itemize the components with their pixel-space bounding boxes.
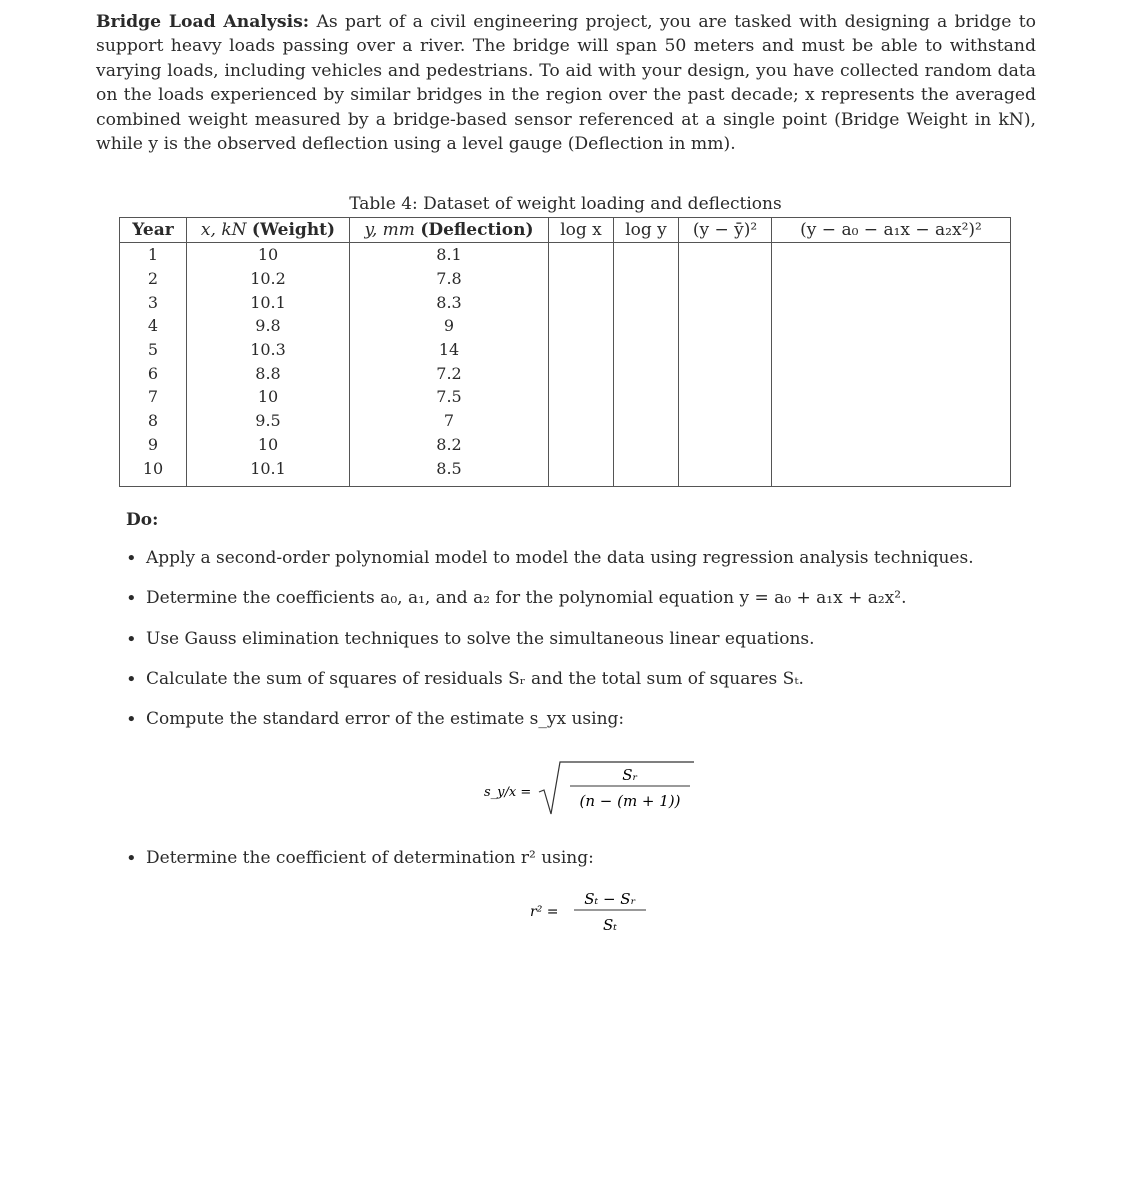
table-cell: 1 [120, 243, 187, 267]
table-cell [614, 338, 679, 362]
table-caption: Table 4: Dataset of weight loading and deflections [349, 194, 782, 214]
table-cell [614, 290, 679, 314]
table-cell [614, 243, 679, 267]
table-row [120, 314, 1011, 338]
table-cell: 10.1 [187, 456, 350, 486]
table-cell: 7 [120, 385, 187, 409]
table-row [120, 361, 1011, 385]
table-cell [549, 409, 614, 433]
table-cell [549, 361, 614, 385]
list-item: • Calculate the sum of squares of residuals Sᵣ and the total sum of squares Sₜ. [126, 669, 1026, 709]
table-cell [772, 456, 1011, 486]
table-cell: 7.8 [350, 267, 549, 291]
list-item: • Determine the coefficient of determination r² using: [126, 848, 594, 868]
table-cell: 7.5 [350, 385, 549, 409]
table-cell: 8.3 [350, 290, 549, 314]
table-cell [549, 267, 614, 291]
table-cell [679, 385, 772, 409]
table-cell [549, 314, 614, 338]
table-row [120, 385, 1011, 409]
table-cell [614, 314, 679, 338]
table-cell [614, 385, 679, 409]
table-cell: 9.8 [187, 314, 350, 338]
table-cell [772, 433, 1011, 457]
list-item: • Compute the standard error of the estimate s_yx using: [126, 709, 1026, 749]
table-header-row [120, 218, 1011, 243]
r2-numerator: Sₜ − Sᵣ [584, 890, 636, 908]
table-cell: 6 [120, 361, 187, 385]
table-cell: 10 [187, 385, 350, 409]
list-item: • Apply a second-order polynomial model to model the data using regression analysis techniques. [126, 548, 1026, 588]
table-cell: 14 [350, 338, 549, 362]
table-cell [549, 433, 614, 457]
table-cell [679, 267, 772, 291]
table-cell: 5 [120, 338, 187, 362]
table-cell [614, 433, 679, 457]
col-residual-sq: (y − a₀ − a₁x − a₂x²)² [772, 218, 1011, 243]
col-deflection: y, mm (Deflection) [350, 218, 549, 243]
syx-denominator: (n − (m + 1)) [579, 792, 681, 810]
table-cell [679, 314, 772, 338]
list-item: • Determine the coefficients a₀, a₁, and a₂ for the polynomial equation y = a₀ + a₁x + a₂x². [126, 588, 1026, 628]
table-cell: 10.2 [187, 267, 350, 291]
syx-lhs: s_y/x = [484, 785, 532, 800]
syx-numerator: Sᵣ [622, 766, 638, 784]
table-row [120, 338, 1011, 362]
dataset-table [119, 217, 1011, 487]
table-cell [772, 290, 1011, 314]
table-cell [679, 338, 772, 362]
problem-heading: Bridge Load Analysis: [96, 12, 310, 32]
table-row [120, 409, 1011, 433]
col-logx: log x [549, 218, 614, 243]
table-cell [679, 456, 772, 486]
table-cell: 9 [350, 314, 549, 338]
table-cell [549, 338, 614, 362]
table-cell [772, 267, 1011, 291]
list-item: • Use Gauss elimination techniques to solve the simultaneous linear equations. [126, 629, 1026, 669]
table-cell [772, 409, 1011, 433]
table-cell: 10.1 [187, 290, 350, 314]
table-row [120, 433, 1011, 457]
table-cell: 2 [120, 267, 187, 291]
table-cell [679, 361, 772, 385]
table-cell [772, 338, 1011, 362]
table-cell [549, 385, 614, 409]
table-cell [679, 243, 772, 267]
task-list [126, 548, 1026, 749]
r2-lhs: r² = [530, 904, 559, 920]
table-cell: 8.2 [350, 433, 549, 457]
table-cell: 3 [120, 290, 187, 314]
col-year: Year [120, 218, 187, 243]
table-cell [614, 267, 679, 291]
table-cell [549, 243, 614, 267]
table-row [120, 290, 1011, 314]
formula-standard-error [484, 760, 704, 834]
table-cell [549, 290, 614, 314]
r2-denominator: Sₜ [603, 916, 617, 934]
table-cell [549, 456, 614, 486]
table-cell [772, 314, 1011, 338]
col-weight: x, kN (Weight) [187, 218, 350, 243]
table-cell [614, 409, 679, 433]
table-cell [614, 361, 679, 385]
table-cell [614, 456, 679, 486]
table-row [120, 456, 1011, 486]
table-cell [772, 361, 1011, 385]
table-cell [679, 433, 772, 457]
formula-r-squared-graphic [530, 886, 670, 946]
problem-text: As part of a civil engineering project, you are tasked with designing a bridge to support heavy loads passing over a river. The bridge will span 50 meters and must be able to withstand varying loads, including vehicles and pedestrians. To aid with your design, you have collected random data on the loads experienced by similar bridges in the region over the past decade; x represents the averaged combined weight measured by a bridge-based sensor referenced at a single point (Bridge Weight in kN), while y is the observed deflection using a level gauge (Deflection in mm). [96, 12, 1036, 155]
table-cell: 10.3 [187, 338, 350, 362]
formula-r-squared [530, 886, 670, 950]
table-cell: 10 [120, 456, 187, 486]
do-heading: Do: [126, 510, 159, 530]
table-row [120, 267, 1011, 291]
table-cell: 7 [350, 409, 549, 433]
table-cell [772, 385, 1011, 409]
table-cell [679, 409, 772, 433]
table-cell: 9 [120, 433, 187, 457]
table-cell: 8.8 [187, 361, 350, 385]
table-cell: 7.2 [350, 361, 549, 385]
table-cell: 10 [187, 243, 350, 267]
col-y-dev-sq: (y − ȳ)² [679, 218, 772, 243]
table-cell [772, 243, 1011, 267]
table-cell [679, 290, 772, 314]
table-cell: 8.5 [350, 456, 549, 486]
problem-statement [96, 10, 1036, 156]
table-cell: 9.5 [187, 409, 350, 433]
formula-standard-error-graphic [484, 760, 704, 830]
col-logy: log y [614, 218, 679, 243]
table-row [120, 243, 1011, 267]
table-cell: 10 [187, 433, 350, 457]
table-cell: 8 [120, 409, 187, 433]
table-cell: 4 [120, 314, 187, 338]
table-cell: 8.1 [350, 243, 549, 267]
